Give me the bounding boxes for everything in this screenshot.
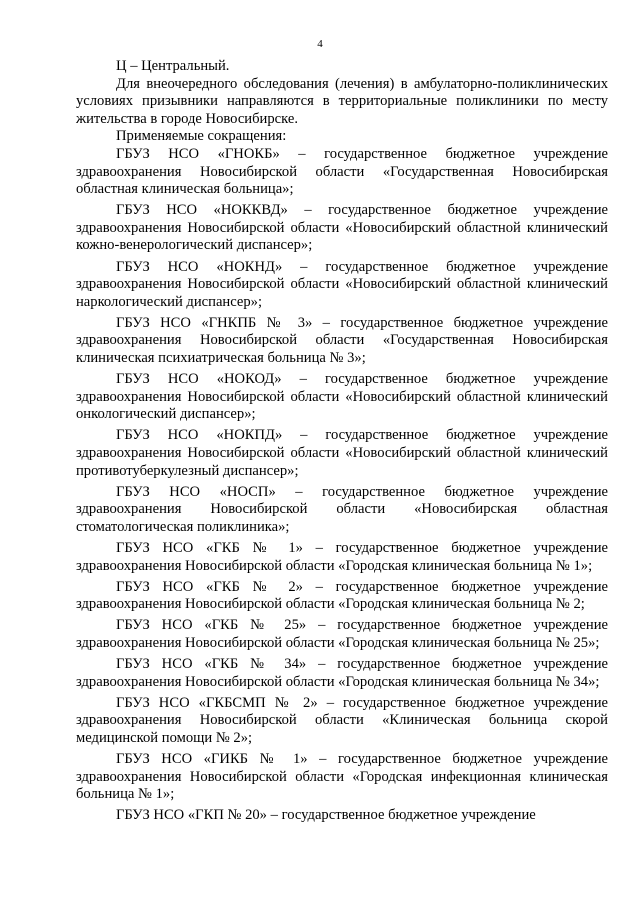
document-body [76, 58, 608, 828]
abbreviation-entry: ГБУЗ НСО «НОКПД» – государственное бюджетное учреждение здравоохранения Новосибирской области «Новосибирский областной клинический противотуберкулезный диспансер»; [76, 427, 608, 479]
abbreviation-entry: ГБУЗ НСО «НОККВД» – государственное бюджетное учреждение здравоохранения Новосибирской области «Новосибирский областной клинический кожно-венерологический диспансер»; [76, 202, 608, 254]
abbreviation-entry: ГБУЗ НСО «НОСП» – государственное бюджетное учреждение здравоохранения Новосибирской области «Новосибирская областная стоматологическая поликлиника»; [76, 483, 608, 535]
paragraph-abbreviations-heading: Применяемые сокращения: [116, 128, 287, 145]
abbreviation-entry: ГБУЗ НСО «ГКБ № 1» – государственное бюджетное учреждение здравоохранения Новосибирской области «Городская клиническая больница № 1»; [76, 539, 608, 574]
abbreviation-entry: ГБУЗ НСО «ГКБ № 34» – государственное бюджетное учреждение здравоохранения Новосибирской области «Городская клиническая больница № 34»; [76, 656, 608, 690]
abbreviation-entry: ГБУЗ НСО «ГКБСМП № 2» – государственное бюджетное учреждение здравоохранения Новосибирской области «Клиническая больница скорой медицинской помощи № 2»; [76, 694, 608, 746]
abbreviation-entry: ГБУЗ НСО «ГКП № 20» – государственное бюджетное учреждение [116, 807, 536, 824]
page-number: 4 [317, 38, 323, 50]
paragraph-central-legend: Ц – Центральный. [116, 58, 230, 74]
abbreviation-entry: ГБУЗ НСО «НОКОД» – государственное бюджетное учреждение здравоохранения Новосибирской области «Новосибирский областной клинический онкологический диспансер»; [76, 371, 608, 423]
abbreviation-entry: ГБУЗ НСО «ГКБ № 25» – государственное бюджетное учреждение здравоохранения Новосибирской области «Городская клиническая больница № 25»; [76, 617, 608, 651]
paragraph-extraordinary-exam: Для внеочередного обследования (лечения) в амбулаторно-поликлинических условиях призывники направляются в территориальные поликлиники по месту жительства в городе Новосибирске. [76, 75, 608, 127]
abbreviation-entry: ГБУЗ НСО «ГКБ № 2» – государственное бюджетное учреждение здравоохранения Новосибирской области «Городская клиническая больница № 2; [76, 578, 608, 613]
abbreviation-entry: ГБУЗ НСО «ГНКПБ № 3» – государственное бюджетное учреждение здравоохранения Новосибирской области «Государственная Новосибирская клиническая психиатрическая больница № 3»; [76, 314, 608, 366]
abbreviation-entry: ГБУЗ НСО «НОКНД» – государственное бюджетное учреждение здравоохранения Новосибирской области «Новосибирский областной клинический наркологический диспансер»; [76, 258, 608, 310]
abbreviation-entry: ГБУЗ НСО «ГИКБ № 1» – государственное бюджетное учреждение здравоохранения Новосибирской области «Городская инфекционная клиническая больница № 1»; [76, 750, 608, 803]
abbreviation-entry: ГБУЗ НСО «ГНОКБ» – государственное бюджетное учреждение здравоохранения Новосибирской области «Государственная Новосибирская областная клиническая больница»; [76, 145, 608, 198]
